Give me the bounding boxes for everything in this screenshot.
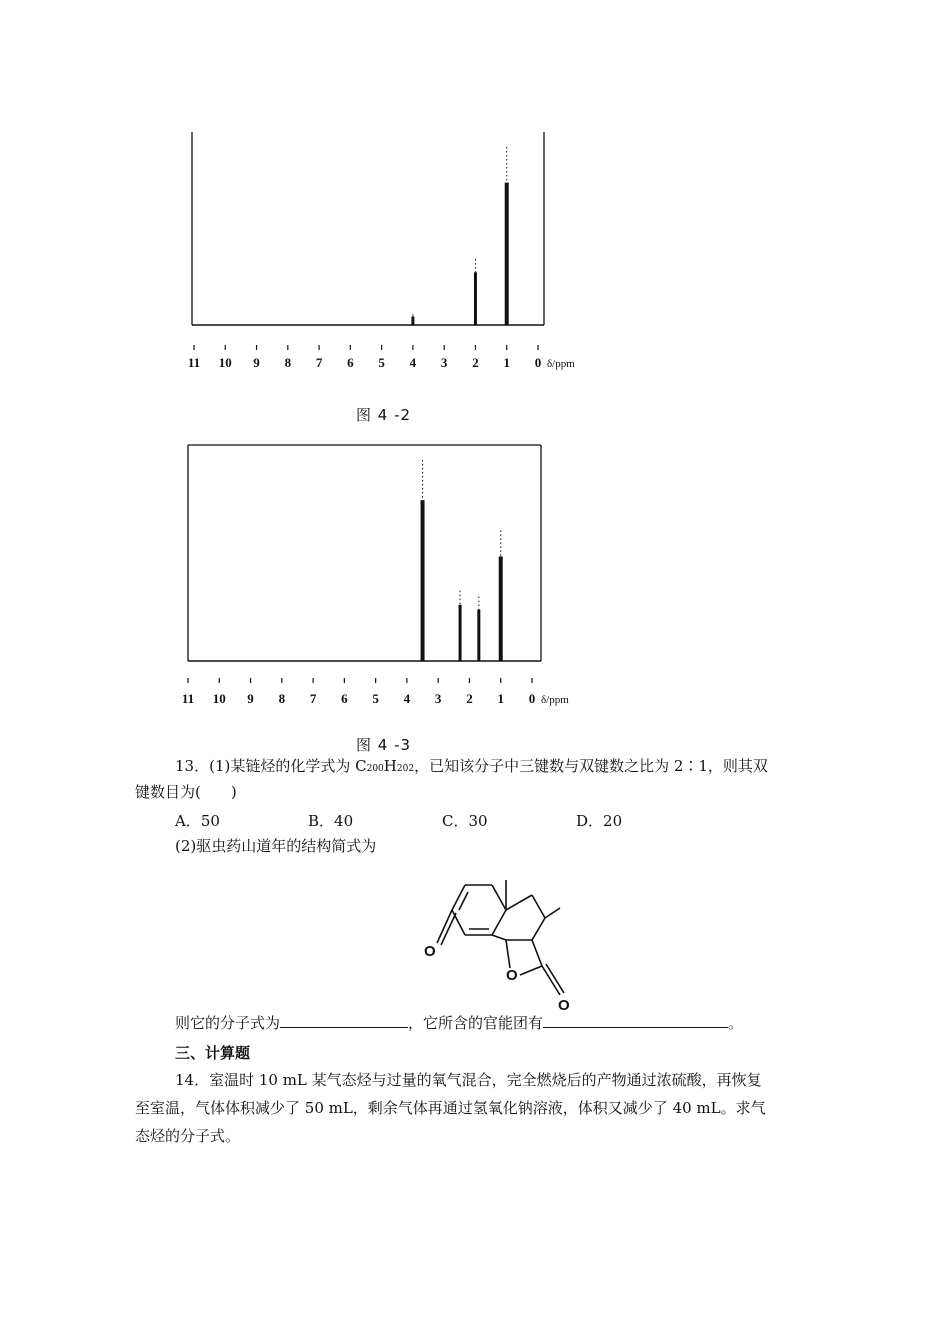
spectrum1-peak-body xyxy=(505,183,509,325)
q13-line2: 键数目为( ) xyxy=(135,783,237,801)
structure-oxygen-ring: O xyxy=(506,967,518,984)
spectrum2-tick-label: 3 xyxy=(434,691,442,706)
spectrum2-peak xyxy=(421,460,425,661)
q13-text-b: ，已知该分子中三键数与双键数之比为 2∶1，则其双 xyxy=(414,757,768,775)
q13-fill-text-c: 。 xyxy=(728,1014,744,1032)
molecular-formula-blank[interactable] xyxy=(280,1013,408,1028)
q13-fill-line xyxy=(175,1012,743,1034)
q13-subscript-2: 202 xyxy=(396,764,415,774)
santonin-structure xyxy=(410,870,590,1019)
spectrum2-peak xyxy=(459,591,462,661)
spectrum2-peak-body xyxy=(421,500,425,661)
spectrum1-tick-label: 11 xyxy=(187,355,201,370)
nmr-spectrum-4-3-plot xyxy=(180,440,600,710)
spectrum1-tick-label: 9 xyxy=(253,355,260,370)
structure-oxygen-ketone: O xyxy=(424,943,436,960)
spectrum2-tick-label: 5 xyxy=(372,691,379,706)
q14-line2: 至室温，气体体积减少了 50 mL，剩余气体再通过氢氧化钠溶液，体积又减少了 40 mL。求气 xyxy=(135,1099,766,1117)
spectrum2-tick-label: 0 xyxy=(528,691,536,706)
spectrum1-peak-body xyxy=(411,316,414,325)
spectrum1-tick-label: 8 xyxy=(284,355,292,370)
nmr-spectrum-4-3 xyxy=(180,440,600,710)
spectrum1-tick-label: 10 xyxy=(218,355,232,370)
figure-caption-4-3: 图 4 -3 xyxy=(356,736,412,754)
spectrum2-tick-label: 10 xyxy=(212,691,226,706)
q14-line1: 14．室温时 10 mL 某气态烃与过量的氧气混合，完全燃烧后的产物通过浓硫酸，再恢复 xyxy=(175,1071,762,1089)
section-heading-calculation: 三、计算题 xyxy=(175,1044,251,1062)
q13-line1 xyxy=(175,755,768,780)
q13-fill-text-b: ，它所含的官能团有 xyxy=(408,1014,544,1032)
spectrum1-tick-label: 3 xyxy=(440,355,448,370)
q13-fill-text-a: 则它的分子式为 xyxy=(175,1014,281,1032)
spectrum2-tick-label: 1 xyxy=(497,691,504,706)
structure-oxygen-carbonyl: O xyxy=(558,997,570,1014)
q13-option-b: B．40 xyxy=(308,812,354,830)
nmr-spectrum-4-2 xyxy=(180,130,600,375)
spectrum1-tick-label: 5 xyxy=(378,355,385,370)
structure-bonds xyxy=(437,880,564,995)
spectrum2-tick-label: 11 xyxy=(181,691,195,706)
figure-caption-4-2: 图 4 -2 xyxy=(356,406,412,424)
q13-subscript-1: 200 xyxy=(366,764,384,774)
spectrum1-peak xyxy=(474,259,477,325)
spectrum1-tick-label: 2 xyxy=(472,355,479,370)
spectrum2-peak xyxy=(499,530,503,661)
spectrum1-peak xyxy=(505,147,509,325)
spectrum2-peak xyxy=(477,597,480,661)
spectrum1-tick-label: 6 xyxy=(347,355,354,370)
spectrum1-tick-label: 7 xyxy=(315,355,323,370)
q13-part2: (2)驱虫药山道年的结构简式为 xyxy=(175,837,377,855)
q13-option-c: C．30 xyxy=(442,812,488,830)
functional-groups-blank[interactable] xyxy=(543,1013,728,1028)
spectrum1-peak xyxy=(411,314,414,325)
spectrum2-tick-label: 9 xyxy=(247,691,254,706)
spectrum2-peak-body xyxy=(499,556,503,661)
spectrum1-tick-label: 1 xyxy=(503,355,510,370)
santonin-structure-drawing xyxy=(410,870,590,1015)
q13-option-a: A．50 xyxy=(175,812,220,830)
spectrum1-peak-body xyxy=(474,272,477,325)
nmr-spectrum-4-2-plot xyxy=(180,130,600,375)
q14-line3: 态烃的分子式。 xyxy=(135,1127,241,1145)
spectrum1-tick-label: 0 xyxy=(534,355,542,370)
q13-option-d: D．20 xyxy=(576,812,623,830)
q13-text-a: 13．(1)某链烃的化学式为 C xyxy=(175,757,367,775)
spectrum1-unit-label: δ/ppm xyxy=(547,358,575,370)
spectrum2-tick-label: 6 xyxy=(341,691,348,706)
q13-text-h: H xyxy=(383,757,397,775)
spectrum2-tick-label: 7 xyxy=(309,691,317,706)
spectrum2-peak-body xyxy=(459,605,462,661)
spectrum2-tick-label: 2 xyxy=(466,691,473,706)
spectrum1-tick-label: 4 xyxy=(409,355,417,370)
spectrum2-tick-label: 8 xyxy=(278,691,286,706)
spectrum2-unit-label: δ/ppm xyxy=(541,694,569,706)
spectrum2-peak-body xyxy=(477,610,480,661)
spectrum2-tick-label: 4 xyxy=(403,691,411,706)
